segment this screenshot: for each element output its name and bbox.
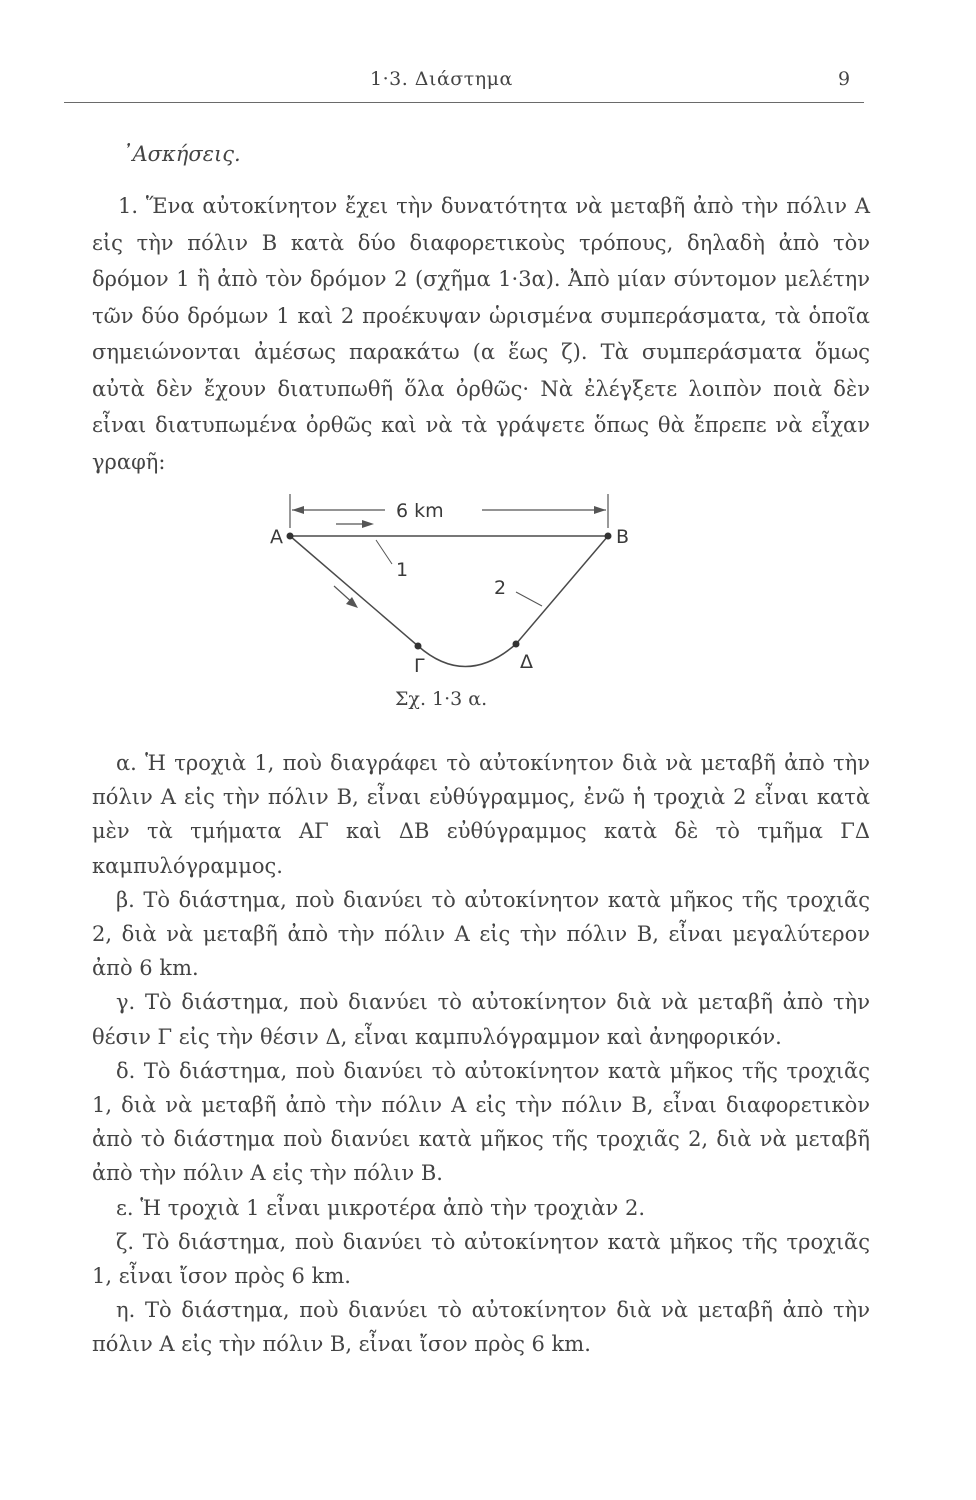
statement-alpha: α. Ἡ τροχιὰ 1, ποὺ διαγράφει τὸ αὐτοκίνητον διὰ νὰ μεταβῆ ἀπὸ τὴν πόλιν Α εἰς τὴν πόλιν Β, εἶναι εὐθύγραμμος, ἐνῶ ἡ τροχιὰ 2 εἶναι κατὰ μὲν τὰ τμήματα ΑΓ καὶ ΔΒ εὐθύγραμμος κατὰ δὲ τὸ τμῆμα ΓΔ καμπυλόγραμμος. bbox=[92, 751, 870, 878]
point-g-label: Γ bbox=[414, 655, 425, 677]
point-b-label: Β bbox=[616, 526, 630, 548]
section-heading: ᾿Ασκήσεις. bbox=[122, 142, 241, 166]
point-b-marker bbox=[605, 533, 612, 540]
statements-list bbox=[92, 746, 870, 1362]
point-a-marker bbox=[287, 533, 294, 540]
point-a-label: Α bbox=[270, 526, 283, 548]
header-rule bbox=[64, 102, 864, 103]
exercise-text: 1. Ἕνα αὐτοκίνητον ἔχει τὴν δυνατότητα νὰ μεταβῆ ἀπὸ τὴν πόλιν Α εἰς τὴν πόλιν Β κατὰ δύο διαφορετικοὺς τρόπους, δηλαδὴ ἀπὸ τὸν δρόμον 1 ἢ ἀπὸ τὸν δρόμον 2 (σχῆμα 1·3α). Ἀπὸ μίαν σύντομον μελέτην τῶν δύο δρόμων 1 καὶ 2 προέκυψαν ὡρισμένα συμπεράσματα, τὰ ὁποῖα σημειώνονται ἀμέσως παρακάτω (α ἕως ζ). Τὰ συμπεράσματα ὅμως αὐτὰ δὲν ἔχουν διατυπωθῆ ὅλα ὀρθῶς· Νὰ ἐλέγξετε λοιπὸν ποιὰ δὲν εἶναι διατυπωμένα ὀρθῶς καὶ νὰ τὰ γράψετε ὅπως θὰ ἔπρεπε νὰ εἶχαν γραφῆ: bbox=[92, 194, 870, 474]
header-title: 1·3. Διάστημα bbox=[370, 68, 513, 90]
distance-label: 6 km bbox=[396, 500, 444, 522]
route-1-direction-arrow-icon bbox=[362, 520, 374, 528]
running-header bbox=[0, 68, 976, 98]
statement-delta: δ. Τὸ διάστημα, ποὺ διανύει τὸ αὐτοκίνητον κατὰ μῆκος τῆς τροχιᾶς 1, διὰ νὰ μεταβῆ ἀπὸ τὴν πόλιν Α εἰς τὴν πόλιν Β, εἶναι διαφορετικὸν ἀπὸ τὸ διάστημα ποὺ διανύει κατὰ μῆκος τῆς τροχιᾶς 2, διὰ νὰ μεταβῆ ἀπὸ τὴν πόλιν Α εἰς τὴν πόλιν Β. bbox=[92, 1058, 870, 1186]
statement-eta: η. Τὸ διάστημα, ποὺ διανύει τὸ αὐτοκίνητον διὰ νὰ μεταβῆ ἀπὸ τὴν πόλιν Α εἰς τὴν πόλιν Β, εἶναι ἴσον πρὸς 6 km. bbox=[92, 1298, 870, 1357]
route-1-leader bbox=[376, 540, 392, 564]
route-2-leader bbox=[516, 592, 542, 606]
dimension-arrow-left-icon bbox=[292, 506, 304, 514]
route-2-path bbox=[290, 536, 608, 667]
statement-epsilon: ε. Ἡ τροχιὰ 1 εἶναι μικροτέρα ἀπὸ τὴν τροχιὰν 2. bbox=[116, 1195, 646, 1220]
statement-gamma: γ. Τὸ διάστημα, ποὺ διανύει τὸ αὐτοκίνητον διὰ νὰ μεταβῆ ἀπὸ τὴν θέσιν Γ εἰς τὴν θέσιν Δ, εἶναι καμπυλόγραμμον καὶ ἀνηφορικόν. bbox=[92, 990, 870, 1049]
route-1-label: 1 bbox=[396, 559, 409, 581]
page-number: 9 bbox=[838, 68, 851, 90]
point-g-marker bbox=[415, 643, 422, 650]
statement-zeta: ζ. Τὸ διάστημα, ποὺ διανύει τὸ αὐτοκίνητον κατὰ μῆκος τῆς τροχιᾶς 1, εἶναι ἴσον πρὸς 6 km. bbox=[92, 1229, 870, 1289]
figure-caption: Σχ. 1·3 α. bbox=[395, 688, 488, 710]
dimension-arrow-right-icon bbox=[594, 506, 606, 514]
route-2-label: 2 bbox=[494, 577, 507, 599]
statement-beta: β. Τὸ διάστημα, ποὺ διανύει τὸ αὐτοκίνητον κατὰ μῆκος τῆς τροχιᾶς 2, διὰ νὰ μεταβῆ ἀπὸ τὴν πόλιν Α εἰς τὴν πόλιν Β, εἶναι μεγαλύτερον ἀπὸ 6 km. bbox=[92, 887, 870, 981]
figure-routes bbox=[250, 488, 650, 678]
point-d-label: Δ bbox=[520, 651, 533, 673]
figure-svg bbox=[250, 488, 650, 678]
point-d-marker bbox=[513, 641, 520, 648]
